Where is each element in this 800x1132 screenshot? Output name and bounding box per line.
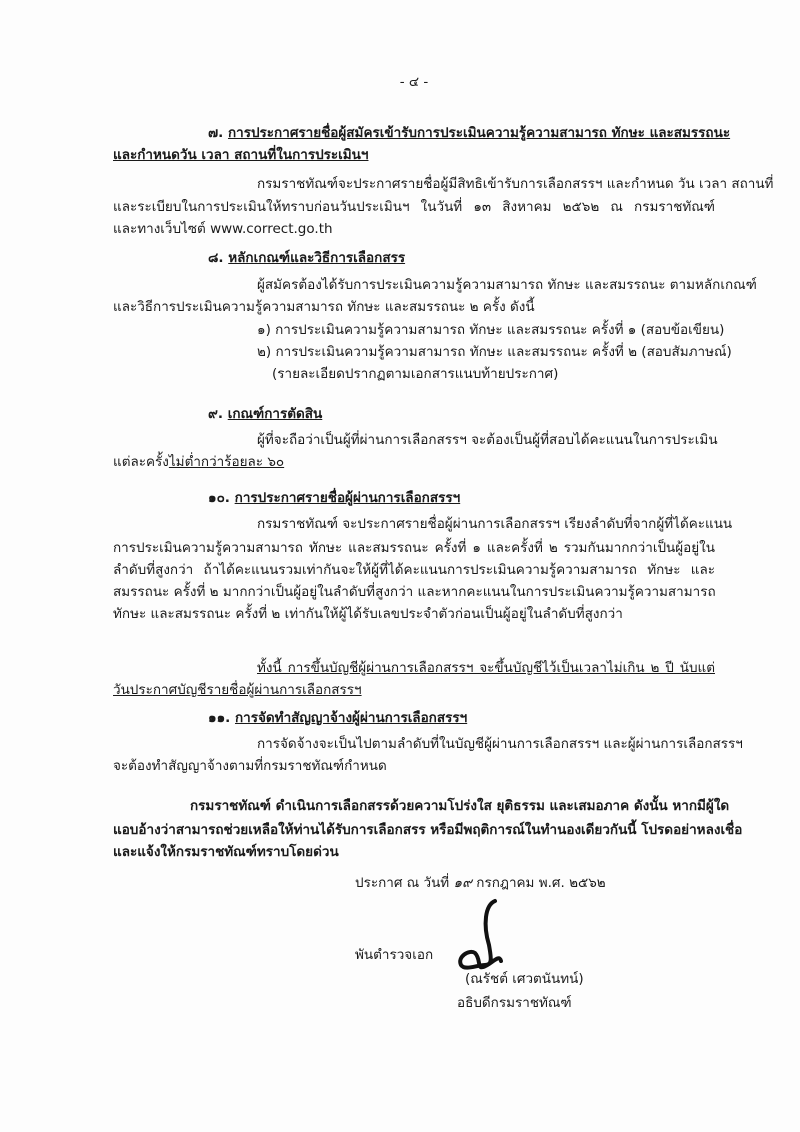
signer-name: (ณรัชต์ เศวตนันทน์) (465, 971, 584, 987)
section-8-note: (รายละเอียดปรากฏตามเอกสารแนบท้ายประกาศ) (272, 366, 559, 382)
section-7-body-line: และทางเว็บไซต์ www.correct.go.th (113, 221, 333, 237)
section-9-number: ๙. (208, 406, 224, 422)
section-11-title: การจัดทำสัญญาจ้างผู้ผ่านการเลือกสรรฯ (234, 710, 468, 726)
section-7-body-line: และระเบียบในการประเมินให้ทราบก่อนวันประเมินฯ ในวันที่ ๑๓ สิงหาคม ๒๕๖๒ ณ กรมราชทัณฑ์ (113, 199, 715, 215)
section-8-title: หลักเกณฑ์และวิธีการเลือกสรร (228, 250, 406, 266)
date-suffix: กรกฎาคม พ.ศ. ๒๕๖๒ (476, 875, 606, 891)
section-8-body-line: ผู้สมัครต้องได้รับการประเมินความรู้ความสามารถ ทักษะ และสมรรถนะ ตามหลักเกณฑ์ (257, 277, 757, 293)
announcement-date (355, 873, 715, 893)
section-10-number: ๑๐. (208, 490, 230, 506)
section-7-title-line2: และกำหนดวัน เวลา สถานที่ในการประเมินฯ (113, 147, 369, 163)
signer-position: อธิบดีกรมราชทัณฑ์ (457, 995, 572, 1011)
section-9-body-line: ผู้ที่จะถือว่าเป็นผู้ที่ผ่านการเลือกสรรฯ จะต้องเป็นผู้ที่สอบได้คะแนนในการประเมิน (257, 432, 718, 448)
section-10-body-line: กรมราชทัณฑ์ จะประกาศรายชื่อผู้ผ่านการเลือกสรรฯ เรียงลำดับที่จากผู้ที่ได้คะแนน (257, 516, 733, 532)
section-9-body-text: แต่ละครั้ง (113, 454, 169, 470)
warning-line: แอบอ้างว่าสามารถช่วยเหลือให้ท่านได้รับการเลือกสรร หรือมีพฤติการณ์ในทำนองเดียวกันนี้ โปรดอย่าหลงเชื่อ (113, 822, 743, 838)
section-10-body-line: ลำดับที่สูงกว่า ถ้าได้คะแนนรวมเท่ากันจะให้ผู้ที่ได้คะแนนการประเมินความรู้ความสามารถ ทักษะ และ (113, 562, 715, 578)
section-9-title: เกณฑ์การตัดสิน (227, 406, 323, 422)
section-8-item: ๒) การประเมินความรู้ความสามารถ ทักษะ และสมรรถนะ ครั้งที่ ๒ (สอบสัมภาษณ์) (257, 344, 732, 360)
section-11-body-line: จะต้องทำสัญญาจ้างตามที่กรมราชทัณฑ์กำหนด (113, 758, 387, 774)
signer-rank: พันตำรวจเอก (355, 947, 434, 963)
section-8-item: ๑) การประเมินความรู้ความสามารถ ทักษะ และสมรรถนะ ครั้งที่ ๑ (สอบข้อเขียน) (257, 322, 725, 338)
section-10-body-line: ทักษะ และสมรรถนะ ครั้งที่ ๒ เท่ากันให้ผู้ได้รับเลขประจำตัวก่อนเป็นผู้อยู่ในลำดับที่สูงกว่า (113, 606, 623, 622)
section-10-note-line: วันประกาศบัญชีรายชื่อผู้ผ่านการเลือกสรรฯ (113, 682, 362, 698)
section-9-threshold: ไม่ต่ำกว่าร้อยละ ๖๐ (168, 454, 285, 470)
section-11-heading (208, 708, 800, 728)
section-9-heading (208, 404, 800, 424)
section-8-heading (208, 248, 800, 268)
section-10-body-line: สมรรถนะ ครั้งที่ ๒ มากกว่าเป็นผู้อยู่ในลำดับที่สูงกว่า และหากคะแนนในการประเมินความรู้ความสามารถ (113, 584, 716, 600)
section-7-number: ๗. (208, 125, 224, 141)
section-8-number: ๘. (208, 250, 224, 266)
section-11-number: ๑๑. (208, 710, 231, 726)
section-8-body-line: และวิธีการประเมินความรู้ความสามารถ ทักษะ และสมรรถนะ ๒ ครั้ง ดังนี้ (113, 299, 535, 315)
section-10-title: การประกาศรายชื่อผู้ผ่านการเลือกสรรฯ (234, 490, 461, 506)
section-7-body-line: กรมราชทัณฑ์จะประกาศรายชื่อผู้มีสิทธิเข้ารับการเลือกสรรฯ และกำหนด วัน เวลา สถานที่ (257, 176, 774, 192)
section-7-title-line1: การประกาศรายชื่อผู้สมัครเข้ารับการประเมินความรู้ความสามารถ ทักษะ และสมรรถนะ (227, 125, 731, 141)
warning-line: และแจ้งให้กรมราชทัณฑ์ทราบโดยด่วน (113, 844, 339, 860)
section-11-body-line: การจัดจ้างจะเป็นไปตามลำดับที่ในบัญชีผู้ผ่านการเลือกสรรฯ และผู้ผ่านการเลือกสรรฯ (257, 736, 743, 752)
section-10-body-line: การประเมินความรู้ความสามารถ ทักษะ และสมรรถนะ ครั้งที่ ๑ และครั้งที่ ๒ รวมกันมากกว่าเป็นผู้อยู่ใน (113, 540, 715, 556)
section-10-heading (208, 488, 800, 508)
section-9-body-line2 (113, 452, 715, 472)
warning-line: กรมราชทัณฑ์ ดำเนินการเลือกสรรด้วยความโปร่งใส ยุติธรรม และเสมอภาค ดังนั้น หากมีผู้ใด (190, 798, 730, 814)
date-day: ๑๙ (453, 875, 472, 891)
section-7-heading (208, 123, 731, 143)
date-prefix: ประกาศ ณ วันที่ (355, 875, 450, 891)
section-10-note-line: ทั้งนี้ การขึ้นบัญชีผู้ผ่านการเลือกสรรฯ จะขึ้นบัญชีไว้เป็นเวลาไม่เกิน ๒ ปี นับแต่ (257, 660, 715, 676)
page-number: - ๔ - (399, 74, 429, 90)
